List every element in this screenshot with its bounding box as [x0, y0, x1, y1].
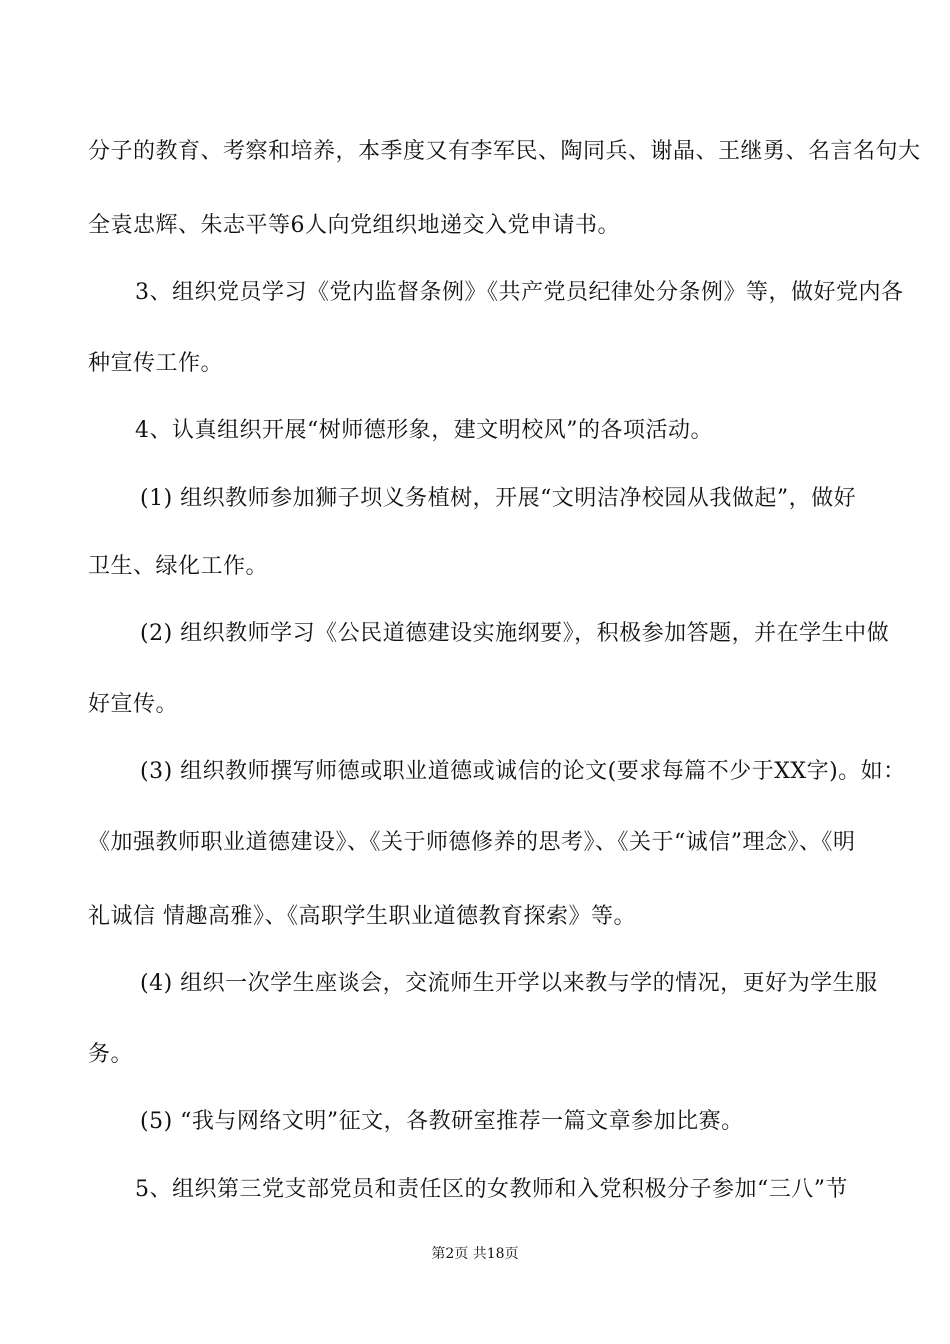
text-line-7: 卫生、绿化工作。: [88, 554, 269, 579]
text-line-3: 3、组织党员学习《党内监督条例》《共产党员纪律处分条例》等，做好党内各: [135, 280, 904, 305]
text-line-15: (5) “我与网络文明”征文，各教研室推荐一篇文章参加比赛。: [140, 1109, 744, 1134]
text-line-9: 好宣传。: [88, 692, 179, 717]
text-line-10: (3) 组织教师撰写师德或职业道德或诚信的论文(要求每篇不少于XX字)。如：: [140, 759, 906, 784]
page-number-footer: 第2页 共18页: [431, 1246, 519, 1262]
text-line-16: 5、组织第三党支部党员和责任区的女教师和入党积极分子参加“三八”节: [135, 1177, 848, 1202]
text-line-2: 全袁忠辉、朱志平等6人向党组织地递交入党申请书。: [88, 213, 620, 238]
text-line-5: 4、认真组织开展“树师德形象，建文明校风”的各项活动。: [135, 418, 713, 443]
text-line-14: 务。: [88, 1042, 134, 1067]
text-line-11: 《加强教师职业道德建设》、《关于师德修养的思考》、《关于“诚信”理念》、《明: [88, 830, 856, 855]
text-line-12: 礼诚信 情趣高雅》、《高职学生职业道德教育探索》等。: [88, 904, 636, 929]
text-line-8: (2) 组织教师学习《公民道德建设实施纲要》，积极参加答题，并在学生中做: [140, 621, 890, 646]
text-line-1: 分子的教育、考察和培养，本季度又有李军民、陶同兵、谢晶、王继勇、名言名句大: [88, 139, 921, 164]
text-line-6: (1) 组织教师参加狮子坝义务植树，开展“文明洁净校园从我做起”，做好: [140, 486, 857, 511]
text-line-4: 种宣传工作。: [88, 351, 224, 376]
text-line-13: (4) 组织一次学生座谈会，交流师生开学以来教与学的情况，更好为学生服: [140, 971, 878, 996]
